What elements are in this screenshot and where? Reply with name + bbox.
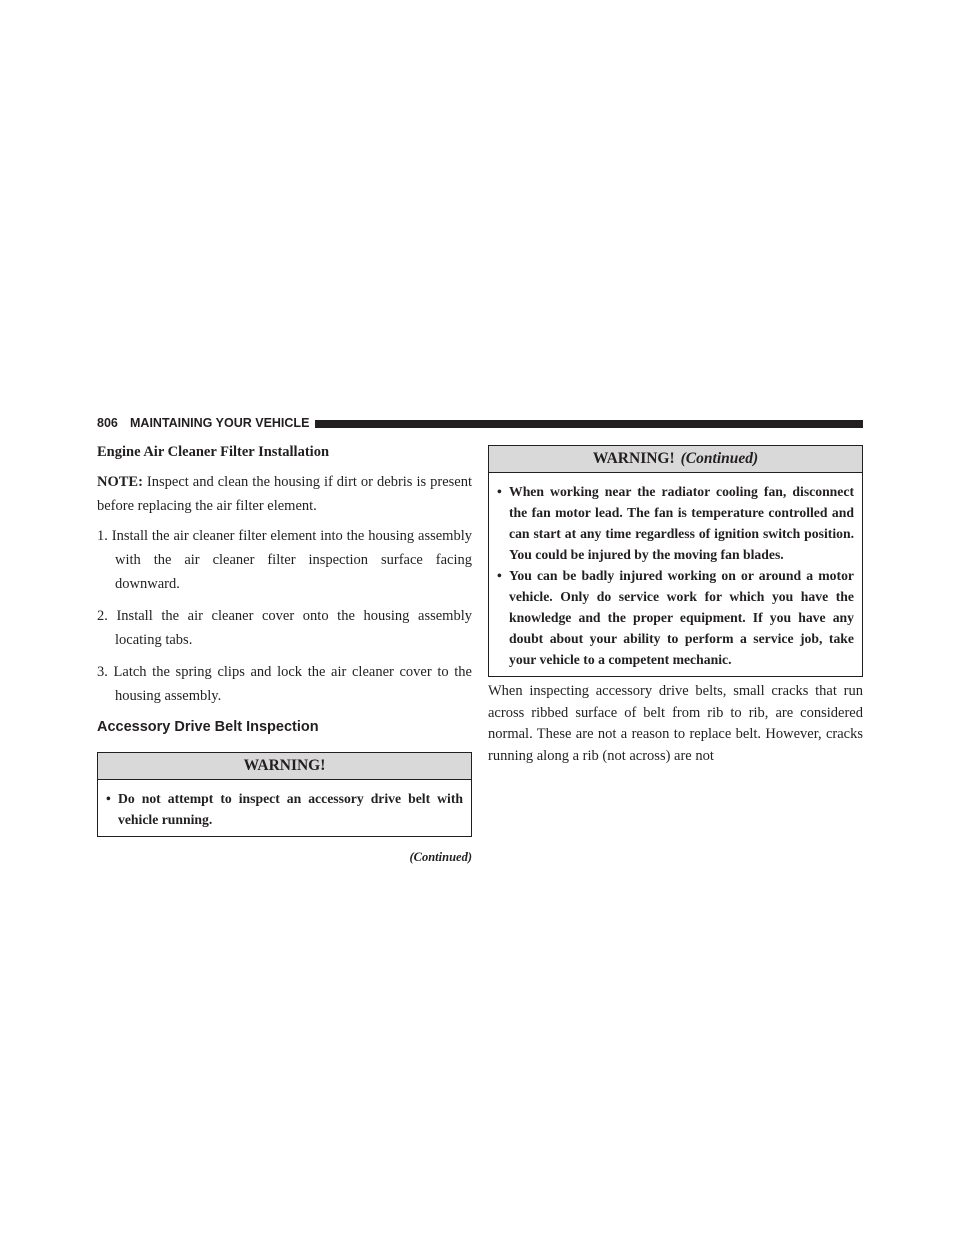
warning-item [497,481,854,565]
header-rule [315,420,863,428]
right-column [488,445,863,767]
page-number: 806 [97,416,118,430]
warning-body [489,473,862,676]
belt-cracks-paragraph: When inspecting accessory drive belts, small cracks that run across ribbed surface of belt from rib to rib, are considered normal. These are not a reason to replace belt. However, cracks running along a rib (not across) are not [488,683,863,764]
section-title: MAINTAINING YOUR VEHICLE [130,416,310,430]
page-header [97,416,863,430]
continued-label: (Continued) [409,850,472,864]
warning-item-text: Do not attempt to inspect an accessory drive belt with vehicle running. [118,791,463,827]
warning-item-text: When working near the radiator cooling fan, disconnect the fan motor lead. The fan is temperature controlled and can start at any time regardless of ignition switch position. You could be injured by the moving fan blades. [509,484,854,562]
warning-box [97,752,472,837]
step-item: 1. Install the air cleaner filter element into the housing assembly with the air cleaner filter inspection surface facing downward. [97,528,472,592]
installation-steps [97,524,472,708]
warning-item [106,788,463,830]
warning-item [497,565,854,670]
bullet-icon: • [106,791,111,806]
bullet-icon: • [497,568,502,583]
filter-installation-heading: Engine Air Cleaner Filter Installation [97,444,330,460]
step-item: 2. Install the air cleaner cover onto the housing assembly locating tabs. [97,608,472,648]
bullet-icon: • [497,484,502,499]
warning-item-text: You can be badly injured working on or around a motor vehicle. Only do service work for which you have the knowledge and the proper equipment. If you have any doubt about your ability to perform a service job, take your vehicle to a competent mechanic. [509,568,854,667]
warning-title [489,446,862,473]
note-paragraph [97,470,472,518]
warning-box-continued [488,445,863,677]
warning-title-text: WARNING! [592,450,675,467]
belt-inspection-heading: Accessory Drive Belt Inspection [97,719,319,735]
warning-title [98,753,471,780]
warning-continued-label: (Continued) [680,450,759,467]
warning-body [98,780,471,836]
step-item: 3. Latch the spring clips and lock the air cleaner cover to the housing assembly. [97,664,472,704]
note-label: NOTE: [97,474,143,490]
left-column [97,440,472,865]
note-text: Inspect and clean the housing if dirt or debris is present before replacing the air filter element. [97,474,472,514]
warning-title-text: WARNING! [243,757,326,774]
